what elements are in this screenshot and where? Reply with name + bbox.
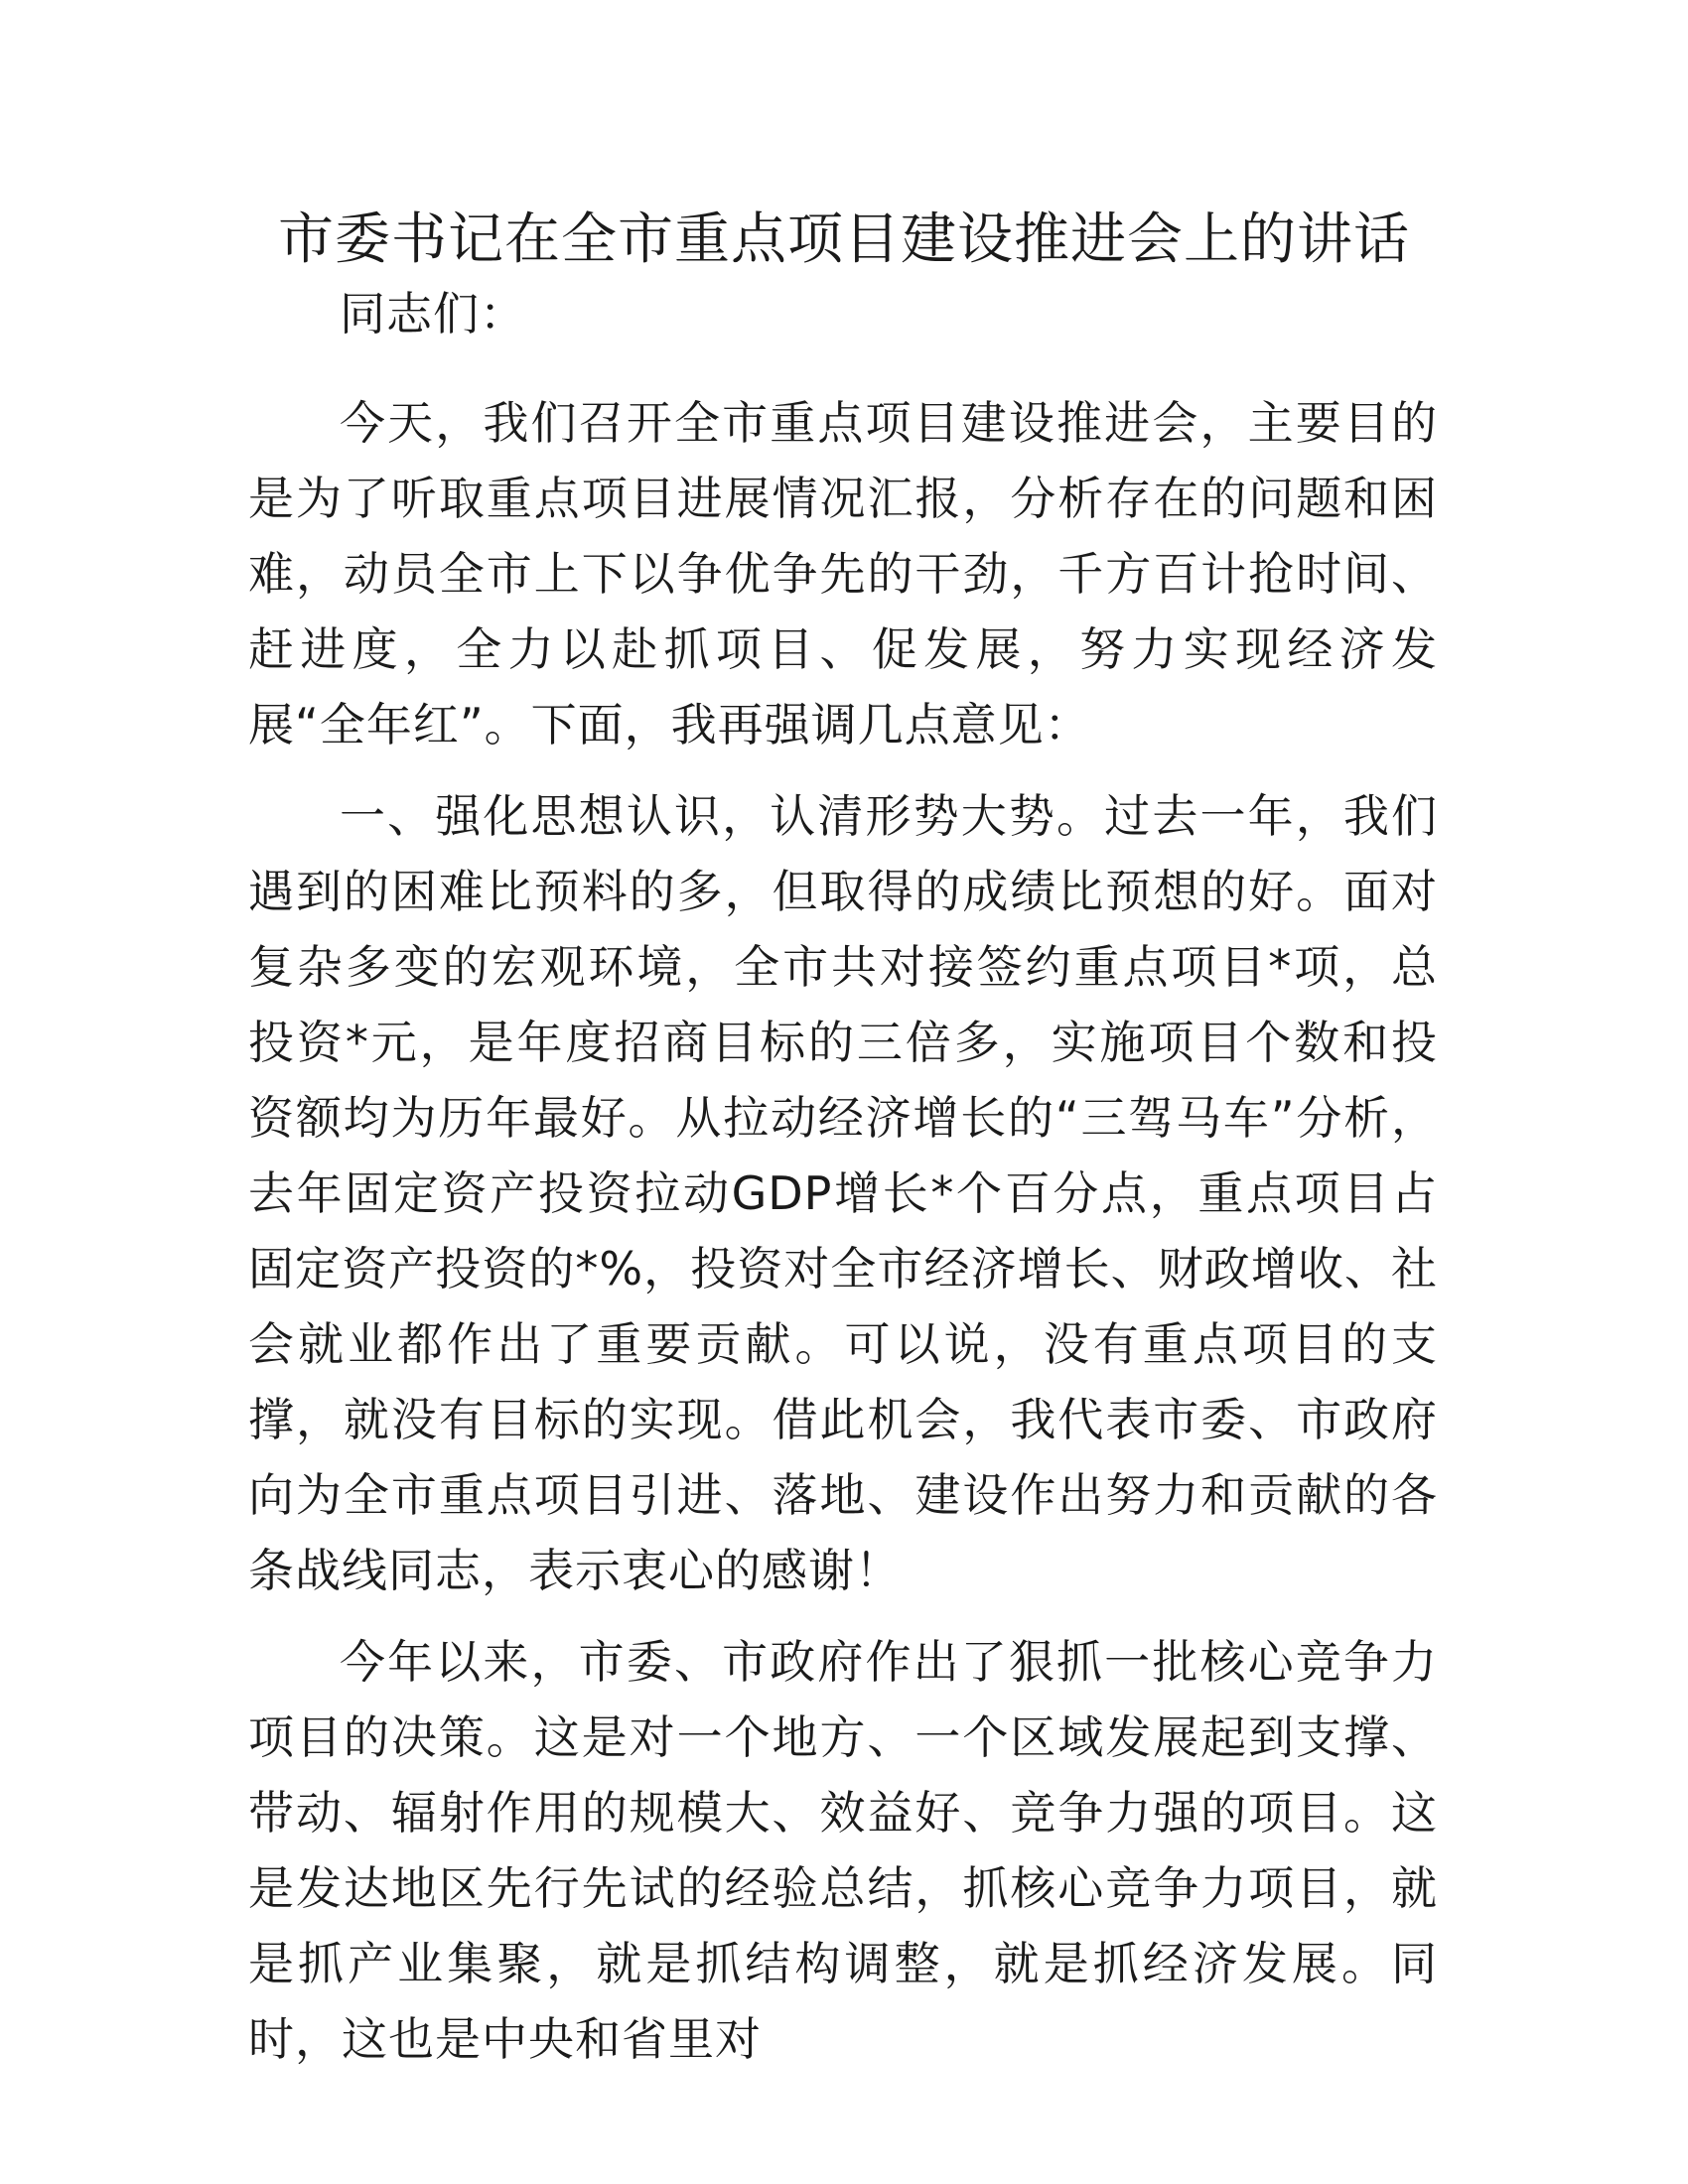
paragraph-section-one: 一、强化思想认识，认清形势大势。过去一年，我们遇到的困难比预料的多，但取得的成绩比预想的好。面对复杂多变的宏观环境，全市共对接签约重点项目*项，总投资*元，是年度招商目标的三倍多，实施项目个数和投资额均为历年最好。从拉动经济增长的“三驾马车”分析，去年固定资产投资拉动GDP增长*个百分点，重点项目占固定资产投资的*%，投资对全市经济增长、财政增收、社会就业都作出了重要贡献。可以说，没有重点项目的支撑，就没有目标的实现。借此机会，我代表市委、市政府向为全市重点项目引进、落地、建设作出努力和贡献的各条战线同志，表示衷心的感谢！ [248,789,1438,1597]
document-body [248,276,1438,2093]
paragraph-intro: 今天，我们召开全市重点项目建设推进会，主要目的是为了听取重点项目进展情况汇报，分析存在的问题和困难，动员全市上下以争优争先的干劲，千方百计抢时间、赶进度，全力以赴抓项目、促发展，努力实现经济发展“全年红”。下面，我再强调几点意见： [248,396,1438,751]
paragraph-core-projects: 今年以来，市委、市政府作出了狠抓一批核心竞争力项目的决策。这是对一个地方、一个区域发展起到支撑、带动、辐射作用的规模大、效益好、竞争力强的项目。这是发达地区先行先试的经验总结，抓核心竞争力项目，就是抓产业集聚，就是抓结构调整，就是抓经济发展。同时，这也是中央和省里对 [248,1635,1438,2066]
greeting-line: 同志们： [340,287,526,341]
document-title: 市委书记在全市重点项目建设推进会上的讲话 [278,207,1410,272]
